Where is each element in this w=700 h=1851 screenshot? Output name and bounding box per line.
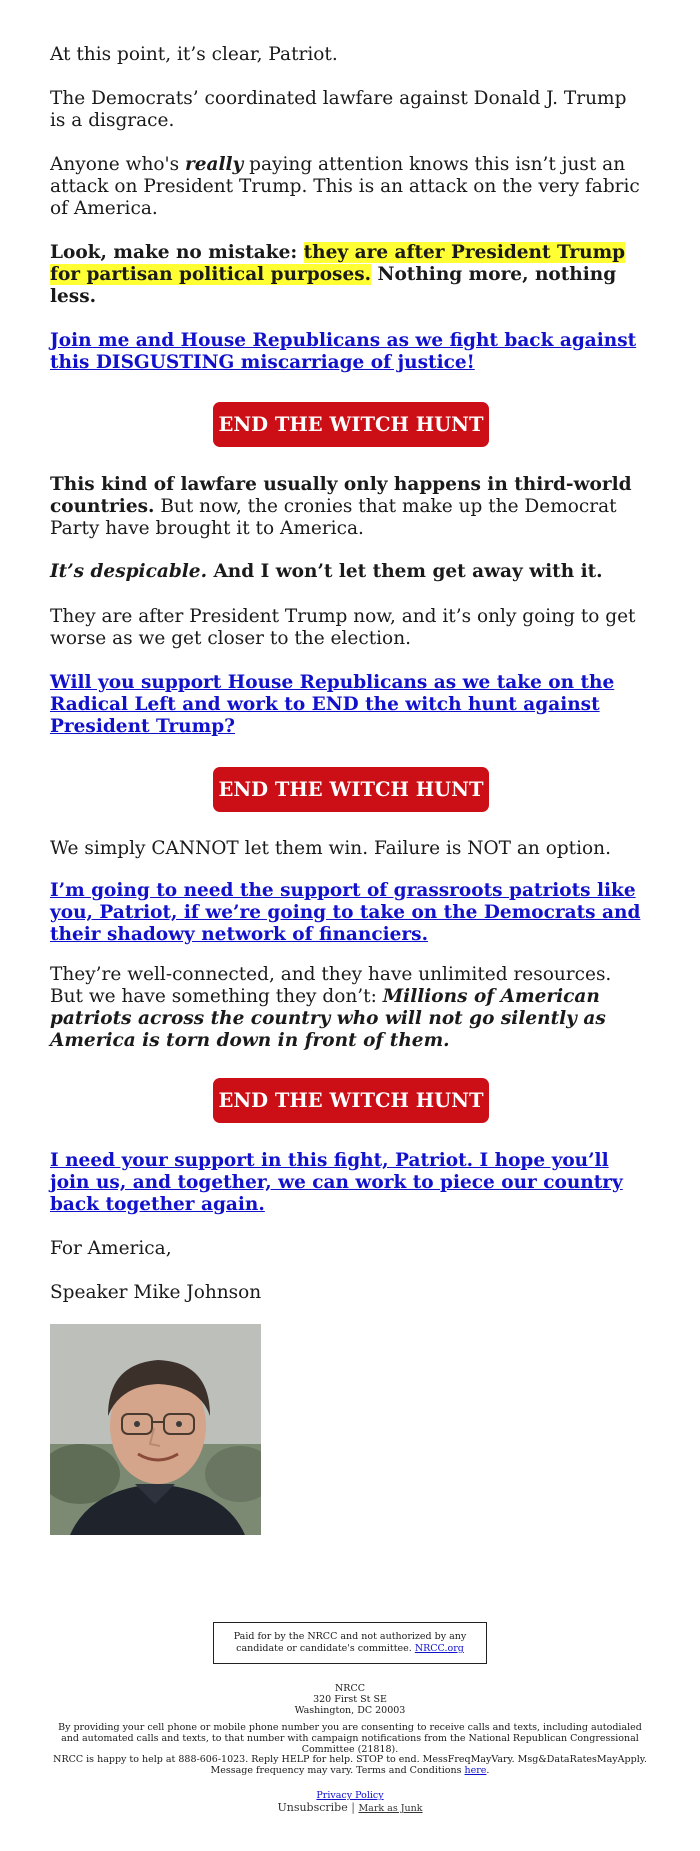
text-span: But now, the cronies that make up the Democrat Party have brought it to America.	[50, 496, 617, 539]
terms-link[interactable]: here	[464, 1765, 487, 1776]
no-mistake-paragraph	[50, 242, 640, 308]
sign-off: For America,	[50, 1238, 172, 1259]
resources-paragraph	[50, 964, 650, 1052]
greeting-paragraph: At this point, it’s clear, Patriot.	[50, 44, 338, 65]
help-text-span: NRCC is happy to help at 888-606-1023. Reply HELP for help. STOP to end. MessFreqMayVary. Msg&DataRatesMayApply. Message frequency may vary. Terms and Conditions	[53, 1754, 647, 1776]
unsubscribe-link[interactable]: Unsubscribe	[277, 1801, 348, 1814]
third-world-paragraph	[50, 474, 650, 540]
grassroots-link-paragraph	[50, 880, 650, 946]
nrcc-link[interactable]: NRCC.org	[414, 1643, 464, 1654]
cannot-let-win-paragraph: We simply CANNOT let them win. Failure is NOT an option.	[50, 838, 611, 859]
join-fight-link[interactable]: Join me and House Republicans as we fight back against this DISGUSTING miscarriage of justice!	[50, 330, 637, 373]
join-link-paragraph	[50, 330, 650, 374]
highlighted-text: they are after President Trump for partisan political purposes.	[50, 242, 626, 285]
bold-text: This kind of lawfare usually only happens in third-world countries.	[50, 474, 632, 517]
emphasis-text: Millions of American patriots across the country who will not go silently as America is torn down in front of them.	[50, 986, 606, 1051]
closing-link-paragraph	[50, 1150, 650, 1216]
mark-as-junk-link[interactable]: Mark as Junk	[358, 1803, 423, 1814]
text-span: Nothing more, nothing less.	[50, 264, 617, 307]
end-witch-hunt-button[interactable]: END THE WITCH HUNT	[213, 1078, 489, 1123]
city-address: Washington, DC 20003	[294, 1705, 406, 1716]
unsubscribe-row	[0, 1801, 700, 1815]
despicable-paragraph	[50, 561, 650, 583]
speaker-photo	[50, 1324, 261, 1535]
text-span: They’re well-connected, and they have unlimited resources. But we have something they don’t:	[50, 964, 612, 1007]
attention-paragraph	[50, 154, 640, 220]
portrait-image	[50, 1324, 261, 1535]
text-span: Anyone who's	[50, 154, 185, 175]
end-witch-hunt-button[interactable]: END THE WITCH HUNT	[213, 402, 489, 447]
join-us-link[interactable]: I need your support in this fight, Patriot. I hope you’ll join us, and together, we can work to piece our country back together again.	[50, 1150, 623, 1215]
help-text: NRCC is happy to help at 888-606-1023. Reply HELP for help. STOP to end. MessFreqMayVary. Msg&DataRatesMayApply. Message frequency may vary. Terms and Conditions here.	[53, 1754, 647, 1776]
text-span: paying attention knows this isn’t just an attack on President Trump. This is an attack on the very fabric of America.	[50, 154, 640, 219]
support-link-paragraph	[50, 672, 650, 738]
signature-name: Speaker Mike Johnson	[50, 1282, 262, 1303]
text-span: And I won’t let them get away with it.	[207, 561, 603, 582]
election-paragraph: They are after President Trump now, and it’s only going to get worse as we get closer to the election.	[50, 606, 636, 649]
mailing-address	[0, 1683, 700, 1716]
privacy-policy-link[interactable]: Privacy Policy	[316, 1790, 384, 1801]
lawfare-paragraph: The Democrats’ coordinated lawfare against Donald J. Trump is a disgrace.	[50, 88, 627, 131]
disclaimer-text: Paid for by the NRCC and not authorized by any candidate or candidate's committee.	[233, 1631, 467, 1654]
emphasis-text: It’s despicable.	[50, 561, 208, 582]
emphasis-text: really	[184, 154, 244, 175]
separator: |	[351, 1801, 355, 1814]
end-witch-hunt-button[interactable]: END THE WITCH HUNT	[213, 767, 489, 812]
street-address: 320 First St SE	[313, 1694, 387, 1705]
paid-for-disclaimer	[213, 1622, 487, 1664]
support-republicans-link[interactable]: Will you support House Republicans as we take on the Radical Left and work to END the witch hunt against President Trump?	[50, 672, 615, 737]
org-name: NRCC	[334, 1683, 365, 1694]
grassroots-support-link[interactable]: I’m going to need the support of grassroots patriots like you, Patriot, if we’re going to take on the Democrats and their shadowy network of financiers.	[50, 880, 641, 945]
consent-text: By providing your cell phone or mobile phone number you are consenting to receive calls and texts, including autodialed and automated calls and texts, to that number with campaign notifications from the National Republican Congressional Committee (21818).	[58, 1722, 642, 1755]
text-span: Look, make no mistake:	[50, 242, 304, 263]
